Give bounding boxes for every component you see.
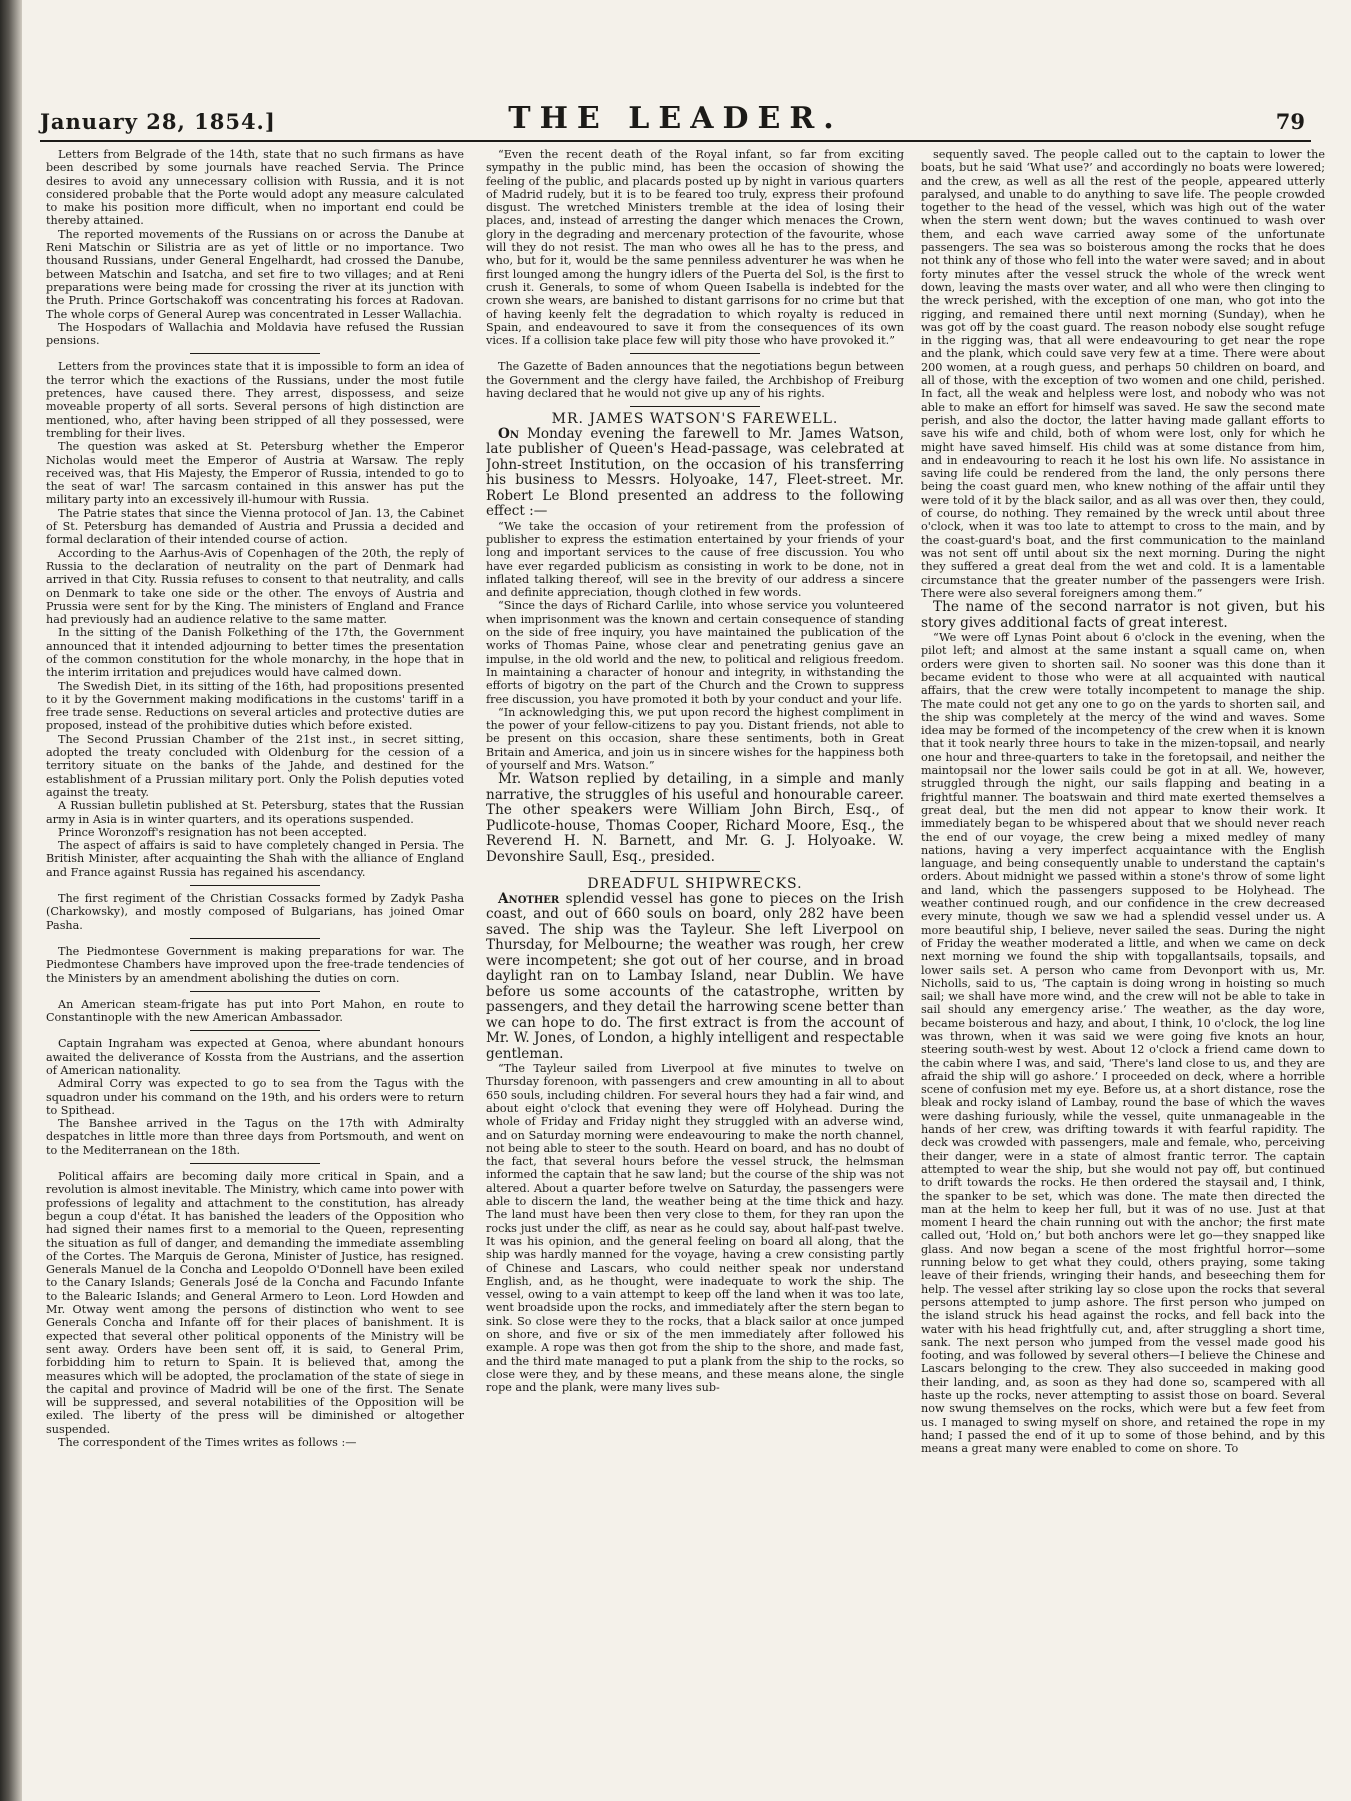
article-paragraph: “Since the days of Richard Carlile, into whose service you volunteered when imprisonment was the known and certain consequence of standing on the side of free inquiry, you have maintained the publication of the works of Thomas Paine, whose clear and penetrating genius gave an impulse, in the old world and the new, to political and religious freedom. In maintaining a character of honour and integrity, in withstanding the efforts of bigotry on the part of the Church and the Crown to suppress free discussion, you have promoted it both by your conduct and your life. — [486, 599, 904, 706]
article-paragraph: The correspondent of the Times writes as follows :— — [58, 1436, 357, 1450]
article-paragraph: The name of the second narrator is not given, but his story gives additional facts of great interest. — [921, 599, 1325, 631]
article-paragraph: Admiral Corry was expected to go to sea from the Tagus with the squadron under his command on the 19th, and his orders were to return to Spithead. — [46, 1077, 464, 1117]
article-paragraph: Political affairs are becoming daily more critical in Spain, and a revolution is almost inevitable. The Ministry, which came into power with professions of legality and attachment to the constitution, has already begun a coup d'état. It has banished the leaders of the Opposition who had signed their names first to a memorial to the Queen, representing the situation as full of danger, and demanding the immediate assembling of the Cortes. The Marquis de Gerona, Minister of Justice, has resigned. Generals Manuel de la Concha and Leopoldo O'Donnell have been exiled to the Canary Islands; Generals José de la Concha and Facundo Infante to the Balearic Islands; and General Armero to Leon. Lord Howden and Mr. Otway went among the persons of distinction who went to see Generals Concha and Infante off for their places of banishment. It is expected that several other political opponents of the Ministry will be sent away. Orders have been sent off, it is said, to General Prim, forbidding him to return to Spain. It is believed that, among the measures which will be adopted, the proclamation of the state of siege in the capital and province of Madrid will be one of the first. The Senate will be suppressed, and several notabilities of the Opposition will be exiled. The liberty of the press will be diminished or altogether suspended. — [46, 1170, 464, 1436]
article-paragraph: The reported movements of the Russians on or across the Danube at Reni Matschin or Silistria are as yet of little or no importance. Two thousand Russians, under General Engelhardt, had crossed the Danube, between Matschin and Isatcha, and set fire to two villages; and at Reni preparations were being made for crossing the river at its junction with the Pruth. Prince Gortschakoff was concentrating his forces at Radovan. The whole corps of General Aurep was concentrated in Lesser Wallachia. — [46, 227, 464, 321]
article-paragraph: According to the Aarhus-Avis of Copenhagen of the 20th, the reply of Russia to the declaration of neutrality on the part of Denmark had arrived in that City. Russia refuses to consent to that neutrality, and calls on Denmark to take one side or the other. The envoys of Austria and Prussia were sent for by the King. The ministers of England and France had previously had an audience relative to the same matter. — [46, 546, 464, 627]
article-paragraph: “The Tayleur sailed from Liverpool at five minutes to twelve on Thursday forenoon, with passengers and crew amounting in all to about 650 souls, including children. For several hours they had a fair wind, and about eight o'clock that evening they were off Holyhead. During the whole of Friday and Friday night they struggled with an adverse wind, and on Saturday morning were endeavouring to make the north channel, not being able to steer to the south. Heard on board, and has no doubt of the fact, that several hours before the vessel struck, the helmsman informed the captain that he saw land; but the course of the ship was not altered. About a quarter before twelve on Saturday, the passengers were able to discern the land, the weather being at the time thick and hazy. The land must have been then very close to them, for they ran upon the rocks just under the cliff, as near as he could say, about half-past twelve. It was his opinion, and the general feeling on board all along, that the ship was hardly manned for the voyage, having a crew consisting partly of Chinese and Lascars, who could neither speak nor understand English, and, as he thought, were inadequate to work the ship. The vessel, owing to a vain attempt to keep off the land when it was too late, went broadside upon the rocks, and immediately after the stern began to sink. So close were they to the rocks, that a black sailor at once jumped on shore, and five or six of the men immediately after followed his example. A rope was then got from the ship to the shore, and made fast, and the third mate managed to put a plank from the ship to the rocks, so close were they, and by these means, and these means alone, the single rope and the plank, were many lives sub- — [486, 1062, 904, 1395]
article-paragraph: The Banshee arrived in the Tagus on the 17th with Admiralty despatches in little more than three days from Portsmouth, and went on to the Mediterranean on the 18th. — [46, 1117, 464, 1157]
section-heading-watson-farewell: MR. JAMES WATSON'S FAREWELL. — [551, 411, 839, 428]
article-paragraph: Captain Ingraham was expected at Genoa, where abundant honours awaited the deliverance of Kossta from the Austrians, and the assertion of American nationality. — [46, 1037, 464, 1077]
masthead — [40, 96, 1311, 142]
column-middle — [486, 148, 904, 1781]
section-divider — [190, 885, 320, 886]
column-left — [46, 148, 464, 1781]
section-divider — [630, 353, 760, 354]
section-divider — [190, 991, 320, 992]
article-paragraph: The Piedmontese Government is making preparations for war. The Piedmontese Chambers have improved upon the free-trade tendencies of the Ministers by an amendment abolishing the duties on corn. — [46, 944, 464, 985]
article-paragraph: The aspect of affairs is said to have completely changed in Persia. The British Minister, after acquainting the Shah with the alliance of England and France against Russia has regained his ascendancy. — [46, 839, 464, 879]
article-paragraph: The Swedish Diet, in its sitting of the 16th, had propositions presented to it by the Government making modifications in the customs' tariff in a free trade sense. Reductions on several articles and protective duties are proposed, instead of the prohibitive duties which before existed. — [46, 679, 464, 733]
page-number: 79 — [1275, 109, 1305, 134]
article-paragraph: An American steam-frigate has put into Port Mahon, en route to Constantinople with the new American Ambassador. — [46, 997, 464, 1025]
article-paragraph: The Gazette of Baden announces that the negotiations begun between the Government and the clergy have failed, the Archbishop of Freiburg having declared that he would not give up any of his rights. — [486, 360, 904, 401]
article-paragraph: sequently saved. The people called out to the captain to lower the boats, but he said ‘What use?’ and accordingly no boats were lowered; and the crew, as well as all the rest of the people, appeared utterly paralysed, and unable to do anything to save life. The people crowded together to the head of the vessel, which was high out of the water when the stern went down; but the waves continued to wash over them, and each wave carried away some of the unfortunate passengers. The sea was so boisterous among the rocks that he does not think any of those who fell into the water were saved; and in about forty minutes after the vessel struck the whole of the wreck went down, leaving the masts over water, and all who were then clinging to the wreck perished, with the exception of one man, who got into the rigging, and remained there until next morning (Sunday), when he was got off by the coast guard. The reason nobody else sought refuge in the rigging was, that all were endeavouring to get near the rope and the plank, which could save very few at a time. There were about 200 women, at a rough guess, and perhaps 50 children on board, and all of those, with the exception of two women and one child, perished. In fact, all the weak and helpless were lost, and nobody who was not able to make an effort for himself was saved. He saw the second mate perish, and also the doctor, the latter having made gallant efforts to save his wife and child, both of whom were lost, only for which he might have saved himself. His child was at some distance from him, and in endeavouring to reach it he lost his own life. No assistance in saving life could be rendered from the land, the only persons there being the coast guard men, who knew nothing of the affair until they were told of it by the black sailor, and as all was over then, they could, of course, do nothing. They remained by the wreck until about three o'clock, when it was too late to attempt to cross to the main, and by the coast-guard's boat, and the first communication to the mainland was not sent off until about six the next morning. During the night they suffered a great deal from the wet and cold. It is a lamentable circumstance that the greater number of the passengers were Irish. There were also several foreigners among them.” — [921, 148, 1325, 600]
lead-text: splendid vessel has gone to pieces on the Irish coast, and out of 660 souls on board, only 282 have been saved. The ship was the Tayleur. She left Liverpool on Thursday, for Melbourne; the weather was rough, her crew were incompetent; she got out of her course, and in broad daylight ran on to Lambay Island, near Dublin. We have before us some accounts of the catastrophe, written by passengers, and they detail the harrowing scene better than we can hope to do. The first extract is from the account of Mr. W. Jones, of London, a highly intelligent and respectable gentleman. — [486, 890, 904, 1062]
article-paragraph: The Second Prussian Chamber of the 21st inst., in secret sitting, adopted the treaty concluded with Oldenburg for the cession of a territory situate on the banks of the Jahde, and destined for the establishment of a Prussian military port. Only the Polish deputies voted against the treaty. — [46, 732, 464, 799]
article-paragraph: Letters from Belgrade of the 14th, state that no such firmans as have been described by some journals have reached Servia. The Prince desires to avoid any unnecessary collision with Russia, and it is not considered probable that the Porte would adopt any measure calculated to make his position more difficult, when no important end could be thereby attained. — [46, 148, 464, 228]
article-paragraph: Mr. Watson replied by detailing, in a simple and manly narrative, the struggles of his useful and honourable career. The other speakers were William John Birch, Esq., of Pudlicote-house, Thomas Cooper, Richard Moore, Esq., the Reverend H. N. Barnett, and Mr. G. J. Holyoake. W. Devonshire Saull, Esq., presided. — [486, 771, 904, 865]
article-paragraph: The Hospodars of Wallachia and Moldavia have refused the Russian pensions. — [46, 320, 464, 348]
lead-text: Monday evening the farewell to Mr. James Watson, late publisher of Queen's Head-passage, was celebrated at John-street Institution, on the occasion of his transferring his business to Messrs. Holyoake, 147, Fleet-street. Mr. Robert Le Blond presented an address to the following effect :— — [486, 425, 904, 520]
article-paragraph: “We take the occasion of your retirement from the profession of publisher to express the estimation entertained by your friends of your long and important services to the cause of free discussion. You who have ever regarded publicism as consisting in work to be done, not in inflated talking thereof, will see in the brevity of our address a sincere and definite appreciation, though clothed in few words. — [486, 519, 904, 600]
section-divider — [190, 1163, 320, 1164]
lead-word: Another — [498, 890, 560, 907]
article-lead-paragraph — [486, 892, 904, 1063]
article-paragraph: The first regiment of the Christian Cossacks formed by Zadyk Pasha (Charkowsky), and mostly composed of Bulgarians, has joined Omar Pasha. — [46, 892, 464, 932]
section-divider — [190, 938, 320, 939]
section-divider — [190, 1030, 320, 1031]
lead-word: On — [498, 425, 519, 442]
section-divider — [190, 353, 320, 354]
article-paragraph: In the sitting of the Danish Folkething of the 17th, the Government announced that it intended adjourning to better times the presentation of the common constitution for the whole monarchy, in the hope that in the interim irritation and prejudices would have calmed down. — [46, 626, 464, 680]
article-paragraph: “Even the recent death of the Royal infant, so far from exciting sympathy in the public mind, has been the occasion of showing the feeling of the public, and placards posted up by night in various quarters of Madrid rudely, but it is to be feared too truly, express their profound disgust. The wretched Ministers tremble at the idea of losing their places, and, instead of arresting the danger which menaces the Crown, glory in the degrading and mercenary protection of the favourite, whose will they do not resist. The man who owes all he has to the press, and who, but for it, would be the same penniless adventurer he was when he first lounged among the hungry idlers of the Puerta del Sol, is the first to crush it. Generals, to some of whom Queen Isabella is indebted for the crown she wears, are banished to distant garrisons for no crime but that of having keenly felt the degradation to which royalty is reduced in Spain, and endeavoured to save it from the consequences of its own vices. If a collision take place few will pity those who have provoked it.” — [486, 148, 904, 348]
article-paragraph: The question was asked at St. Petersburg whether the Emperor Nicholas would meet the Emperor of Austria at Warsaw. The reply received was, that His Majesty, the Emperor of Russia, intended to go to the seat of war! The sarcasm contained in this answer has put the military party into an excessively ill-humour with Russia. — [46, 440, 464, 507]
article-paragraph: “In acknowledging this, we put upon record the highest compliment in the power of your fellow-citizens to pay you. Distant friends, not able to be present on this occasion, share these sentiments, both in Great Britain and America, and join us in sincere wishes for the happiness both of yourself and Mrs. Watson.” — [486, 705, 904, 772]
book-binding-edge — [0, 0, 22, 1801]
article-paragraph: Letters from the provinces state that it is impossible to form an idea of the terror which the exactions of the Russians, under the most futile pretences, have caused there. They arrest, dispossess, and seize moveable property of all sorts. Several persons of high distinction are mentioned, who, after having been stripped of all they possessed, were trembling for their lives. — [46, 360, 464, 440]
article-paragraph: Prince Woronzoff's resignation has not been accepted. — [58, 825, 367, 839]
section-divider — [630, 406, 760, 407]
column-right — [921, 148, 1325, 1781]
section-divider — [630, 871, 760, 872]
section-heading-shipwrecks: DREADFUL SHIPWRECKS. — [587, 876, 803, 893]
article-paragraph: “We were off Lynas Point about 6 o'clock in the evening, when the pilot left; and almost at the same instant a squall came on, when orders were given to shorten sail. No sooner was this done than it became evident to those who were at all acquainted with nautical affairs, that the crew were totally incompetent to manage the ship. The mate could not get any one to go on the yards to shorten sail, and the ship was completely at the mercy of the wind and waves. Some idea may be formed of the incompetency of the crew when it is known that it took nearly three hours to take in the mizen-topsail, and nearly one hour and three-quarters to take in the foretopsail, and neither the maintopsail nor the lower sails could be got in at all. We, however, struggled through the night, our sails flapping and beating in a frightful manner. The boatswain and third mate exerted themselves a great deal, but the men did not appear to know their work. It immediately began to be whispered about that we should never reach the end of our voyage, the crew being a mixed medley of many nations, having a very imperfect acquaintance with the English language, and being consequently unable to understand the captain's orders. About midnight we passed within a stone's throw of some light and land, which the passengers supposed to be Holyhead. The weather continued rough, and our confidence in the crew decreased every minute, though we saw we had a splendid vessel under us. A more beautiful ship, I believe, never sailed the seas. During the night of Friday the weather moderated a little, and when we came on deck next morning we found the ship with topgallantsails, topsails, and lower sails set. A person who came from Devonport with us, Mr. Nicholls, said to us, ‘The captain is doing wrong in hoisting so much sail; we shall have more wind, and the crew will not be able to take in sail should any emergency arise.’ The weather, as the day wore, became boisterous and hazy, and about, I think, 10 o'clock, the log line was thrown, when it was said we were going five knots an hour, steering south-west by west. About 12 o'clock a friend came down to the cabin where I was, and said, ‘There's land close to us, and they are afraid the ship will go ashore.’ I proceeded on deck, where a horrible scene of confusion met my eye. Before us, at a short distance, rose the bleak and rocky island of Lambay, round the base of which the waves were dashing furiously, while the vessel, quite unmanageable in the hands of her crew, was drifting towards it with fearful rapidity. The deck was crowded with passengers, male and female, who, perceiving their danger, were in a state of almost frantic terror. The captain attempted to wear the ship, but she would not pay off, but continued to drift towards the rocks. He then ordered the staysail and, I think, the spanker to be set, which was done. The mate then directed the man at the helm to keep her full, but it was of no use. Just at that moment I heard the chain running out with the anchor; the first mate called out, ‘Hold on,’ but both anchors were let go—they snapped like glass. And now began a scene of the most frightful horror—some running below to get what they could, others praying, some taking leave of their friends, wringing their hands, and beseeching them for help. The vessel after striking lay so close upon the rocks that several persons attempted to jump ashore. The first person who jumped on the island struck his head against the rocks, and fell back into the water with his head frightfully cut, and, after struggling a short time, sank. The next person who jumped from the vessel made good his footing, and was followed by several others—I believe the Chinese and Lascars belonging to the crew. They also succeeded in making good their landing, and, as soon as they had done so, scampered with all haste up the rocks, never attempting to assist those on board. Several now swung themselves on the rocks, which were but a few feet from us. I managed to swing myself on shore, and retained the rope in my hand; I passed the end of it up to some of those behind, and by this means a great many were enabled to come on shore. To — [921, 631, 1325, 1456]
issue-date: January 28, 1854.] — [40, 109, 276, 134]
article-paragraph: The Patrie states that since the Vienna protocol of Jan. 13, the Cabinet of St. Petersburg has demanded of Austria and Prussia a decided and formal declaration of their intended course of action. — [46, 506, 464, 547]
newspaper-title: THE LEADER. — [508, 101, 843, 136]
article-paragraph: A Russian bulletin published at St. Petersburg, states that the Russian army in Asia is in winter quarters, and its operations suspended. — [46, 799, 464, 826]
article-lead-paragraph — [486, 427, 904, 520]
